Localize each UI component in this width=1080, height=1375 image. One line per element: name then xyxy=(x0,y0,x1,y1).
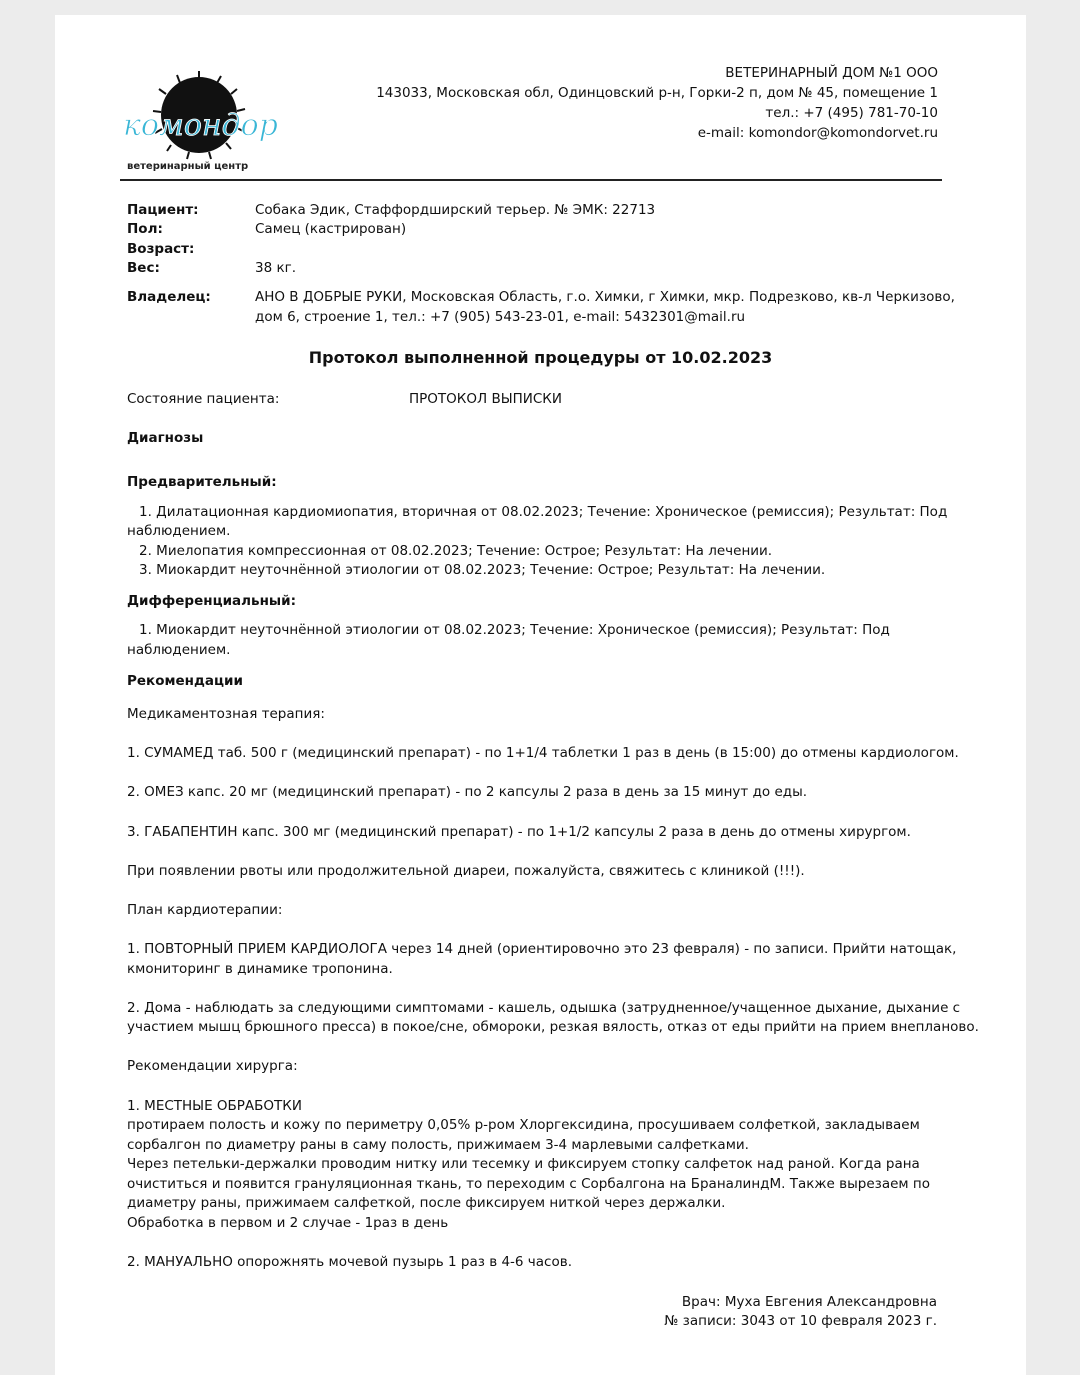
logo-caption: ветеринарный центр xyxy=(127,161,249,172)
surgeon-heading: Рекомендации хирурга: xyxy=(127,1058,298,1074)
drug-1: 1. СУМАМЕД таб. 500 г (медицинский препарат) - по 1+1/4 таблетки 1 раз в день (в 15:00) до отмены кардиологом. xyxy=(127,745,959,761)
owner-line-1: АНО В ДОБРЫЕ РУКИ, Московская Область, г.о. Химки, г Химки, мкр. Подрезково, кв-л Черкизово, xyxy=(255,289,955,305)
surgeon-item-1-line-2: протираем полость и кожу по периметру 0,05% р-ром Хлоргексидина, просушиваем солфеткой, закладываем xyxy=(127,1117,920,1133)
preliminary-heading: Предварительный: xyxy=(127,474,277,490)
preliminary-item-1-cont: наблюдением. xyxy=(127,523,231,539)
sex-value: Самец (кастрирован) xyxy=(255,221,407,237)
company-address: 143033, Московская обл, Одинцовский р-н, Горки-2 п, дом № 45, помещение 1 xyxy=(376,85,938,101)
surgeon-item-1-line-4: Через петельки-держалки проводим нитку или тесемку и фиксируем стопку салфеток над раной. Когда рана xyxy=(127,1156,920,1172)
state-label: Состояние пациента: xyxy=(127,391,280,407)
weight-value: 38 кг. xyxy=(255,260,297,276)
age-label: Возраст: xyxy=(127,241,195,257)
drug-therapy-heading: Медикаментозная терапия: xyxy=(127,706,325,722)
recommendations-heading: Рекомендации xyxy=(127,673,243,689)
cardio-item-2-line-1: 2. Дома - наблюдать за следующими симптомами - кашель, одышка (затрудненное/учащенное дыхание, дыхание с xyxy=(127,1000,961,1016)
surgeon-item-1-line-1: 1. МЕСТНЫЕ ОБРАБОТКИ xyxy=(127,1098,302,1114)
doctor-name: Врач: Муха Евгения Александровна xyxy=(681,1294,937,1310)
cardio-item-2-line-2: участием мышц брюшного пресса) в покое/сне, обмороки, резкая вялость, отказ от еды прийти на прием внепланово. xyxy=(127,1019,979,1035)
company-email: e-mail: komondor@komondorvet.ru xyxy=(697,125,938,141)
diagnoses-heading: Диагнозы xyxy=(127,430,204,446)
cardio-plan-heading: План кардиотерапии: xyxy=(127,902,283,918)
surgeon-item-1-line-7: Обработка в первом и 2 случае - 1раз в день xyxy=(127,1215,449,1231)
state-value: ПРОТОКОЛ ВЫПИСКИ xyxy=(409,391,562,407)
page-title: Протокол выполненной процедуры от 10.02.2023 xyxy=(308,348,773,367)
vomit-note: При появлении рвоты или продолжительной диареи, пожалуйста, свяжитесь с клиникой (!!!). xyxy=(127,863,805,879)
differential-heading: Дифференциальный: xyxy=(127,593,296,609)
preliminary-item-3: 3. Миокардит неуточнённой этиологии от 08.02.2023; Течение: Острое; Результат: На лечении. xyxy=(139,562,826,578)
weight-label: Вес: xyxy=(127,260,160,276)
patient-label: Пациент: xyxy=(127,202,199,218)
drug-2: 2. ОМЕЗ капс. 20 мг (медицинский препарат) - по 2 капсулы 2 раза в день за 15 минут до еды. xyxy=(127,784,808,800)
owner-label: Владелец: xyxy=(127,289,211,305)
patient-value: Собака Эдик, Стаффордширский терьер. № ЭМК: 22713 xyxy=(255,202,656,218)
preliminary-item-2: 2. Миелопатия компрессионная от 08.02.2023; Течение: Острое; Результат: На лечении. xyxy=(139,543,773,559)
drug-3: 3. ГАБАПЕНТИН капс. 300 мг (медицинский препарат) - по 1+1/2 капсулы 2 раза в день до отмены хирургом. xyxy=(127,824,911,840)
header-divider xyxy=(120,179,942,181)
company-phone: тел.: +7 (495) 781-70-10 xyxy=(765,105,938,121)
differential-item-1-cont: наблюдением. xyxy=(127,642,231,658)
cardio-item-1-line-2: кмониторинг в динамике тропонина. xyxy=(127,961,393,977)
surgeon-item-1-line-3: сорбалгон по диаметру раны в саму полость, прижимаем 3-4 марлевыми салфетками. xyxy=(127,1137,749,1153)
surgeon-item-2: 2. МАНУАЛЬНО опорожнять мочевой пузырь 1 раз в 4-6 часов. xyxy=(127,1254,572,1270)
surgeon-item-1-line-6: диаметру раны, прижимаем салфеткой, после фиксируем ниткой через держалки. xyxy=(127,1195,726,1211)
record-number: № записи: 3043 от 10 февраля 2023 г. xyxy=(664,1313,937,1329)
document-page xyxy=(55,15,1026,1375)
sex-label: Пол: xyxy=(127,221,163,237)
owner-line-2: дом 6, строение 1, тел.: +7 (905) 543-23-01, e-mail: 5432301@mail.ru xyxy=(255,309,746,325)
company-info xyxy=(376,63,938,143)
cardio-item-1-line-1: 1. ПОВТОРНЫЙ ПРИЕМ КАРДИОЛОГА через 14 дней (ориентировочно это 23 февраля) - по записи. Прийти натощак, xyxy=(127,941,957,957)
surgeon-item-1-line-5: очиститься и появится грануляционная ткань, то переходим с Сорбалгона на БраналиндМ. Также вырезаем по xyxy=(127,1176,930,1192)
company-name: ВЕТЕРИНАРНЫЙ ДОМ №1 ООО xyxy=(725,65,938,81)
differential-item-1: 1. Миокардит неуточнённой этиологии от 08.02.2023; Течение: Хроническое (ремиссия); Результат: Под xyxy=(139,622,890,638)
logo-text: комондор xyxy=(123,108,278,143)
preliminary-item-1: 1. Дилатационная кардиомиопатия, вторичная от 08.02.2023; Течение: Хроническое (ремиссия); Результат: Под xyxy=(139,504,948,520)
